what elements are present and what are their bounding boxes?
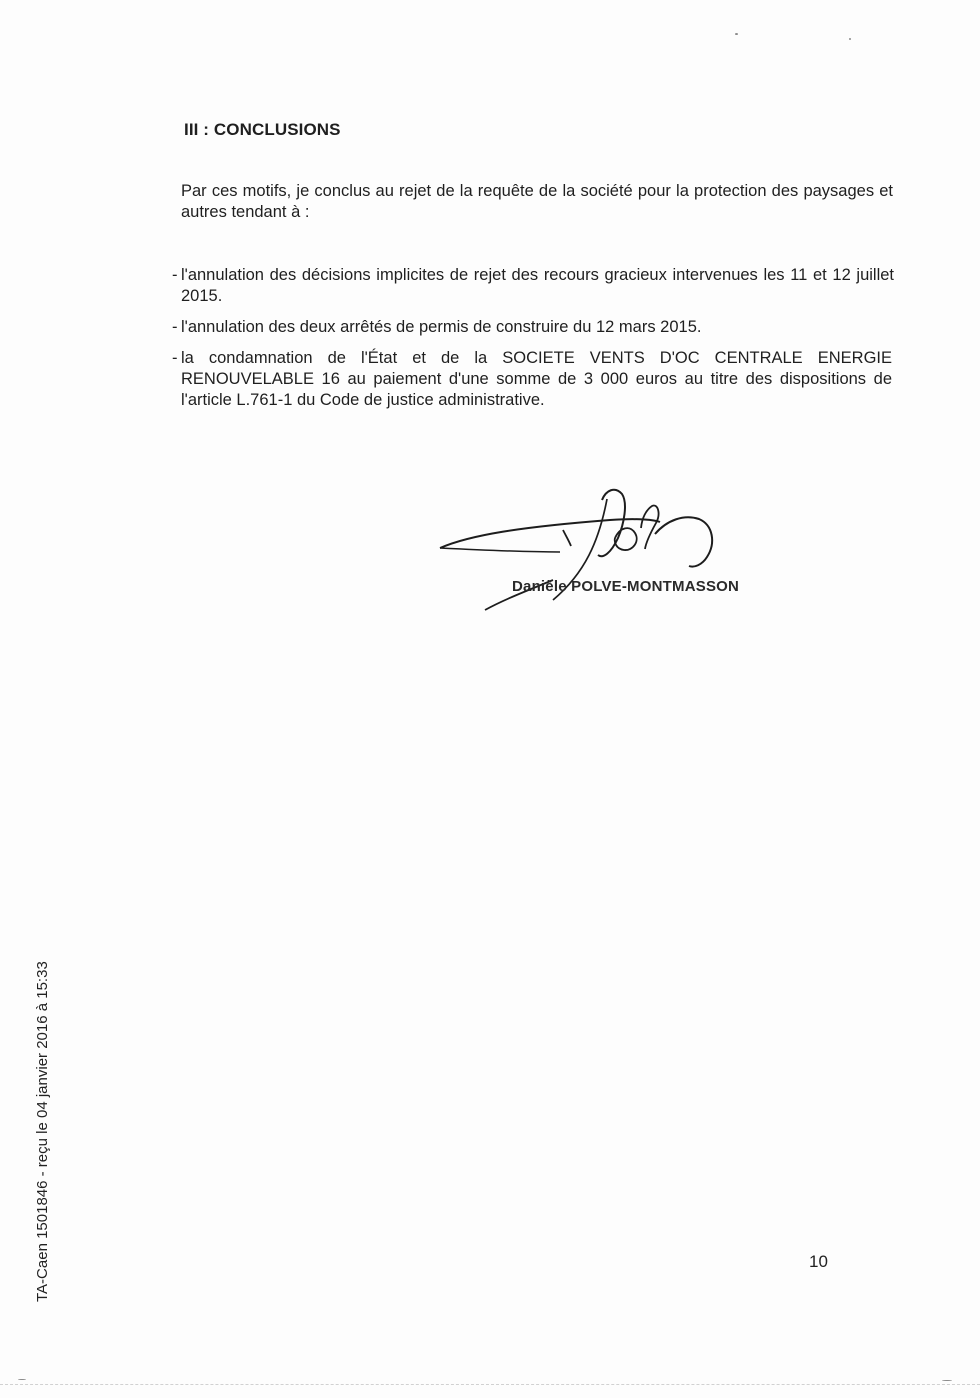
conclusions-list xyxy=(172,265,894,421)
list-item xyxy=(172,317,894,338)
list-dash: - xyxy=(172,349,178,367)
scan-artifact-line xyxy=(0,1384,980,1388)
list-item-text: la condamnation de l'État et de la SOCIETE VENTS D'OC CENTRALE ENERGIE RENOUVELABLE 16 au paiement d'une somme de 3 000 euros au titre des dispositions de l'article L.761-1 du Code de justice administrative. xyxy=(181,349,892,409)
list-dash: - xyxy=(172,318,178,336)
receipt-stamp: TA-Caen 1501846 - reçu le 04 janvier 2016 à 15:33 xyxy=(34,961,51,1302)
section-heading: III : CONCLUSIONS xyxy=(184,120,341,139)
list-item xyxy=(172,348,892,411)
list-dash: - xyxy=(172,266,178,284)
scan-speck xyxy=(849,38,851,40)
page-number: 10 xyxy=(809,1252,828,1271)
list-item-text: l'annulation des deux arrêtés de permis de construire du 12 mars 2015. xyxy=(181,318,702,336)
scan-speck xyxy=(942,1380,952,1381)
list-item-text: l'annulation des décisions implicites de rejet des recours gracieux intervenues les 11 et 12 juillet 2015. xyxy=(181,266,894,305)
scan-speck xyxy=(735,33,738,35)
intro-paragraph: Par ces motifs, je conclus au rejet de la requête de la société pour la protection des paysages et autres tendant à : xyxy=(181,182,893,221)
list-item xyxy=(172,265,894,307)
signatory-name: Danièle POLVE-MONTMASSON xyxy=(512,578,740,595)
scan-speck xyxy=(18,1379,26,1380)
